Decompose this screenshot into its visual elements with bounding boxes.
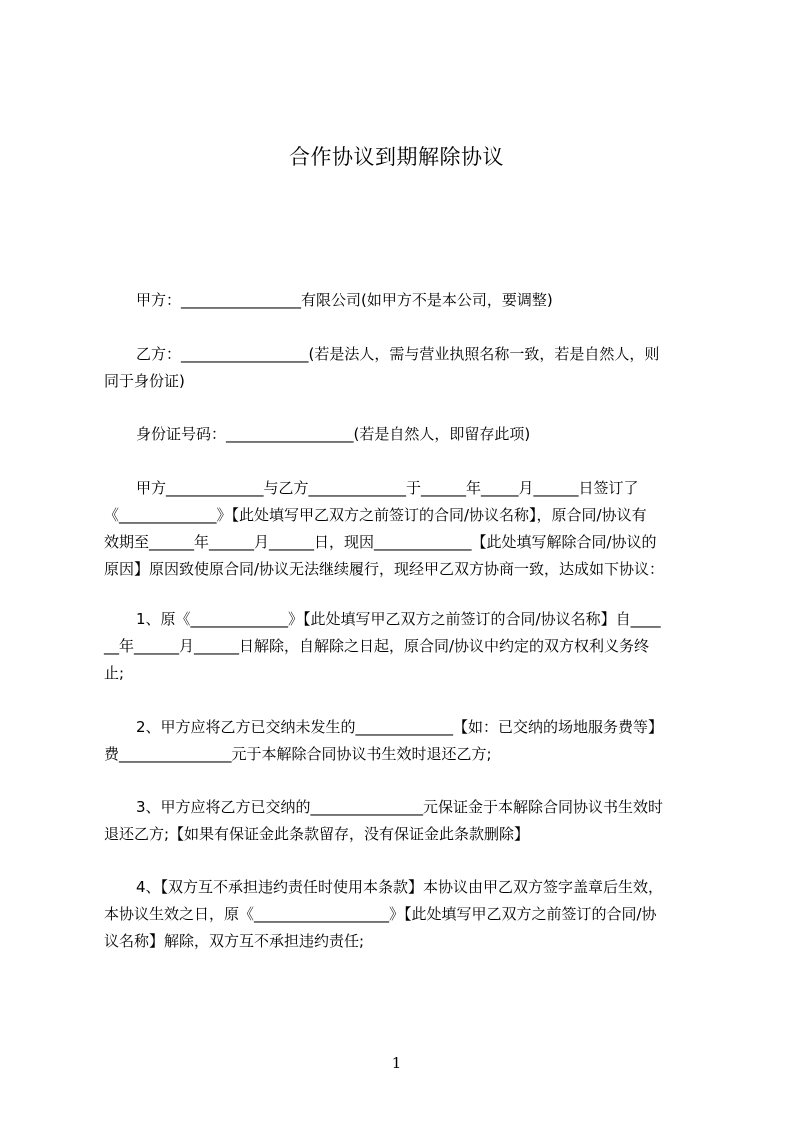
clause-1-paragraph xyxy=(104,606,700,687)
clause-2-line-2: 费_______________元于本解除合同协议书生效时退还乙方; xyxy=(104,745,492,763)
party-b-paragraph xyxy=(104,341,700,395)
clause-3-paragraph xyxy=(104,794,700,848)
party-a-paragraph xyxy=(104,287,700,314)
preamble-paragraph xyxy=(104,475,700,583)
party-a-line: 甲方：________________有限公司(如甲方不是本公司，要调整) xyxy=(136,291,553,309)
clause-3-line-1: 3、甲方应将乙方已交纳的_______________元保证金于本解除合同协议书生效时 xyxy=(136,798,664,816)
preamble-line-1: 甲方_____________与乙方_____________于______年_____月______日签订了 xyxy=(136,479,639,497)
clause-2-paragraph xyxy=(104,714,700,768)
clause-4-line-3: 议名称】解除，双方互不承担违约责任; xyxy=(104,932,365,950)
clause-1-line-3: 止; xyxy=(104,664,125,682)
preamble-line-2: 《_____________》【此处填写甲乙双方之前签订的合同/协议名称】，原合同/协议有 xyxy=(104,506,647,524)
clause-4-line-2: 本协议生效之日，原《__________________》【此处填写甲乙双方之前签订的合同/协 xyxy=(104,905,657,923)
clause-3-line-2: 退还乙方;【如果有保证金此条款留存，没有保证金此条款删除】 xyxy=(104,825,530,843)
clause-1-line-2: __年______月______日解除，自解除之日起，原合同/协议中约定的双方权利义务终 xyxy=(104,637,650,655)
page-number: 1 xyxy=(391,1054,402,1072)
id-number-paragraph xyxy=(104,421,700,448)
clause-4-line-1: 4、【双方互不承担违约责任时使用本条款】本协议由甲乙双方签字盖章后生效， xyxy=(136,878,664,896)
preamble-line-3: 效期至______年______月______日，现因_____________【此处填写解除合同/协议的 xyxy=(104,533,657,551)
party-b-line-1: 乙方：_________________(若是法人，需与营业执照名称一致，若是自然人，则 xyxy=(136,345,660,363)
clause-1-line-1: 1、原《_____________》【此处填写甲乙双方之前签订的合同/协议名称】自____ xyxy=(136,610,661,628)
id-number-line: 身份证号码：_________________(若是自然人，即留存此项) xyxy=(136,425,531,443)
preamble-line-4: 原因】原因致使原合同/协议无法继续履行，现经甲乙双方协商一致，达成如下协议： xyxy=(104,560,665,578)
document-title: 合作协议到期解除协议 xyxy=(289,145,504,169)
clause-4-paragraph xyxy=(104,874,700,955)
clause-2-line-1: 2、甲方应将乙方已交纳未发生的_____________【如：已交纳的场地服务费等】 xyxy=(136,718,664,736)
party-b-line-2: 同于身份证) xyxy=(104,372,185,390)
